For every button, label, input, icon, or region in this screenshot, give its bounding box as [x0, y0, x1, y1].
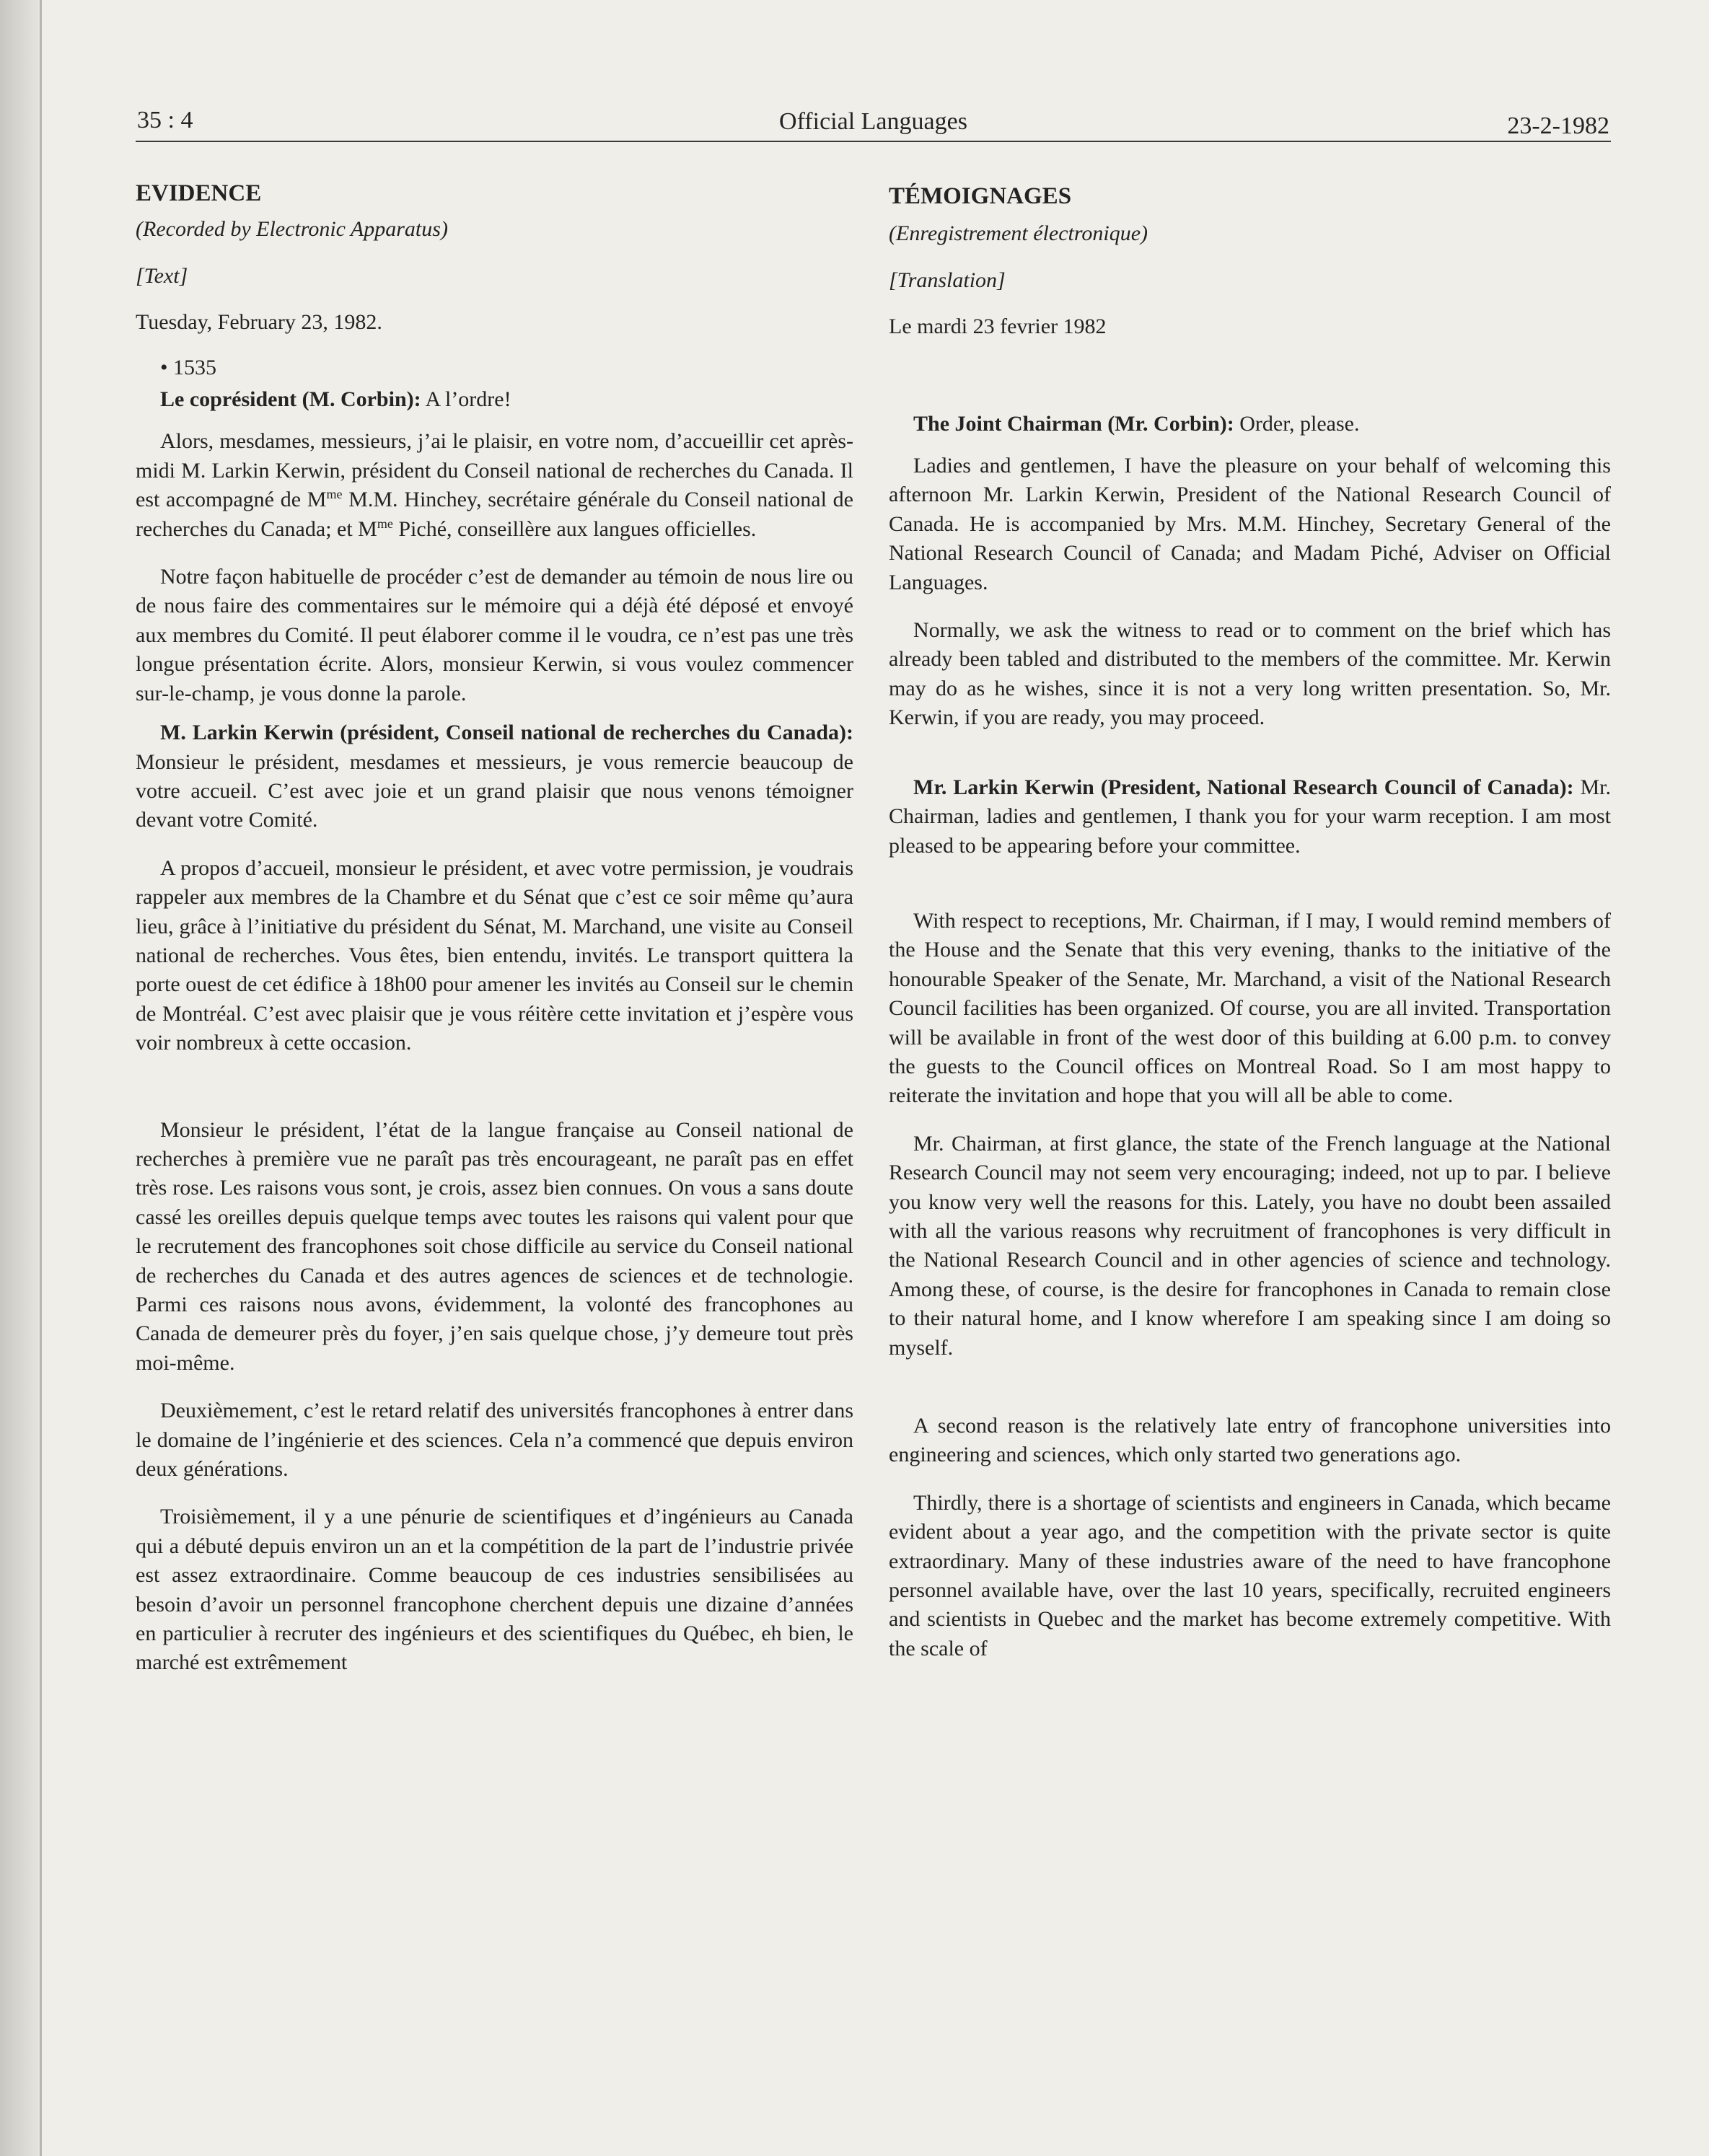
speaker-kerwin-en: Mr. Larkin Kerwin (President, National Research Council of Canada):: [913, 775, 1574, 799]
paragraph-6: Monsieur le président, l’état de la langue française au Conseil national de recherches à première vue ne paraît pas très encourageant, ne paraît pas en effet très rose. Les raisons vous sont, je crois, assez bien connues. On vous a sans doute cassé les oreilles depuis quelque temps avec toutes les raisons qui valent pour que le recrutement des francophones soit chose difficile au service du Conseil national de recherches du Canada et des autres agences de sciences et de technologie. Parmi ces raisons nous avons, évidemment, la volonté des francophones au Canada de demeurer près du foyer, j’en sais quelque chose, j’y demeure tout près moi-même.: [136, 1117, 853, 1375]
timestamp: • 1535: [160, 355, 217, 379]
header-date: 23-2-1982: [1507, 113, 1609, 139]
paragraph-5-en: With respect to receptions, Mr. Chairman, if I may, I would remind members of the House and the Senate that this very evening, thanks to the initiative of the honourable Speaker of the Senate, Mr. Marchand, a visit of the National Research Council facilities has been organized. Of course, you are all invited. Transportation will be available in front of the west door of this building at 6.00 p.m. to convey the guests to the Council offices on Montreal Road. So I am most happy to reiterate the invitation and hope that you will all be able to come.: [889, 908, 1611, 1108]
translation-label: [Translation]: [889, 268, 1006, 292]
paragraph-3: Notre façon habituelle de procéder c’est de demander au témoin de nous lire ou de nous faire des commentaires sur le mémoire qui a déjà été déposé et envoyé aux membres du Comité. Il peut élaborer comme il le voudra, ce n’est pas une très longue présentation écrite. Alors, monsieur Kerwin, si vous voulez commencer sur-le-champ, je vous donne la parole.: [136, 565, 853, 705]
paragraph-4-en-text: Mr. Chairman, ladies and gentlemen, I thank you for your warm reception. I am most pleased to be appearing before your committee.: [889, 775, 1611, 858]
date-line: Tuesday, February 23, 1982.: [136, 310, 382, 335]
paragraph-7-en: A second reason is the relatively late entry of francophone universities into engineering and sciences, which only started two generations ago.: [889, 1414, 1611, 1467]
paragraph-8: Troisièmement, il y a une pénurie de scientifiques et d’ingénieurs au Canada qui a débuté depuis environ un an et la compétition de la part de l’industrie privée est assez extraordinaire. Comme beaucoup de ces industries sensibilisées au besoin d’avoir un personnel francophone cherchent depuis une dizaine d’années en particulier à recruter des ingénieurs et des scientifiques du Québec, eh bien, le marché est extrêmement: [136, 1505, 853, 1675]
paragraph-1-en-text: Order, please.: [1234, 411, 1360, 436]
sup-mme-2: me: [377, 516, 393, 531]
publication-title: Official Languages: [779, 108, 967, 135]
paragraph-5: A propos d’accueil, monsieur le président, et avec votre permission, je voudrais rappeler aux membres de la Chambre et du Sénat que c’est ce soir même qu’aura lieu, grâce à l’initiative du président du Sénat, M. Marchand, une visite au Conseil national de recherches. Vous êtes, bien entendu, invités. Le transport quittera la porte ouest de cet édifice à 18h00 pour amener les invités au Conseil sur le chemin de Montréal. C’est avec plaisir que je vous réitère cette invitation et j’espère vous voir nombreux à cette occasion.: [136, 855, 853, 1055]
text-label: [Text]: [136, 263, 188, 288]
paragraph-2b: M.M. Hinchey, secrétaire générale du Conseil national de recherches du Canada; et M: [136, 488, 853, 541]
date-line-fr: Le mardi 23 fevrier 1982: [889, 314, 1107, 339]
paragraph-4: [136, 718, 853, 835]
paragraph-1: [136, 385, 853, 414]
paragraph-1-text: A l’ordre!: [421, 387, 511, 412]
paragraph-8-en: Thirdly, there is a shortage of scientists and engineers in Canada, which became evident about a year ago, and the competition with the private sector is quite extraordinary. Many of these industries aware of the need to have francophone personnel available have, over the last 10 years, specifically, recruited engineers and scientists in Quebec and the market has become extremely competitive. With the scale of: [889, 1490, 1611, 1660]
paragraph-4-text: Monsieur le président, mesdames et messieurs, je vous remercie beaucoup de votre accueil. C’est avec joie et un grand plaisir que nous venons témoigner devant votre Comité.: [136, 749, 853, 832]
speaker-kerwin: M. Larkin Kerwin (président, Conseil national de recherches du Canada):: [160, 721, 853, 745]
paragraph-4-en: [889, 773, 1611, 861]
paragraph-2a: Alors, mesdames, messieurs, j’ai le plaisir, en votre nom, d’accueillir cet après-midi M. Larkin Kerwin, président du Conseil national de recherches du Canada. Il est accompagné de M: [136, 429, 853, 512]
paragraph-2-en: Ladies and gentlemen, I have the pleasure on your behalf of welcoming this afternoon Mr. Larkin Kerwin, President of the National Research Council of Canada. He is accompanied by Mrs. M.M. Hinchey, Secretary General of the National Research Council of Canada; and Madam Piché, Adviser on Official Languages.: [889, 454, 1611, 594]
sup-mme-1: me: [326, 487, 343, 502]
running-header: [137, 107, 1609, 141]
evidence-heading: EVIDENCE: [136, 180, 262, 206]
paragraph-2: [136, 427, 853, 544]
paragraph-1-en: [889, 410, 1611, 439]
right-column-english: [889, 173, 1611, 1663]
recorded-note: (Recorded by Electronic Apparatus): [136, 217, 448, 242]
paragraph-7: Deuxièmement, c’est le retard relatif des universités francophones à entrer dans le domaine de l’ingénierie et des sciences. Cela n’a commencé que depuis environ deux générations.: [136, 1399, 853, 1482]
paragraph-2c: Piché, conseillère aux langues officielles.: [392, 516, 757, 541]
page-number: 35 : 4: [137, 107, 193, 133]
recorded-note-fr: (Enregistrement électronique): [889, 221, 1148, 246]
speaker-corbin: Le coprésident (M. Corbin):: [160, 387, 421, 412]
paragraph-6-en: Mr. Chairman, at first glance, the state of the French language at the National Research Council may not seem very encouraging; indeed, not up to par. I believe you know very well the reasons for this. Lately, you have no doubt been assailed with all the various reasons why recruitment of francophones is very difficult in the National Research Council and in other agencies of science and technology. Among these, of course, is the desire for francophones in Canada to remain close to their natural home, and I know wherefore I am speaking since I am doing so myself.: [889, 1131, 1611, 1360]
binding-edge: [0, 0, 42, 2156]
speaker-joint-chairman: The Joint Chairman (Mr. Corbin):: [913, 411, 1234, 436]
left-column-french: [136, 173, 853, 1678]
paragraph-3-en: Normally, we ask the witness to read or to comment on the brief which has already been tabled and distributed to the members of the committee. Mr. Kerwin may do as he wishes, since it is not a very long written presentation. So, Mr. Kerwin, if you are ready, you may proceed.: [889, 618, 1611, 730]
header-rule: [136, 141, 1611, 142]
temoignages-heading: TÉMOIGNAGES: [889, 183, 1072, 209]
